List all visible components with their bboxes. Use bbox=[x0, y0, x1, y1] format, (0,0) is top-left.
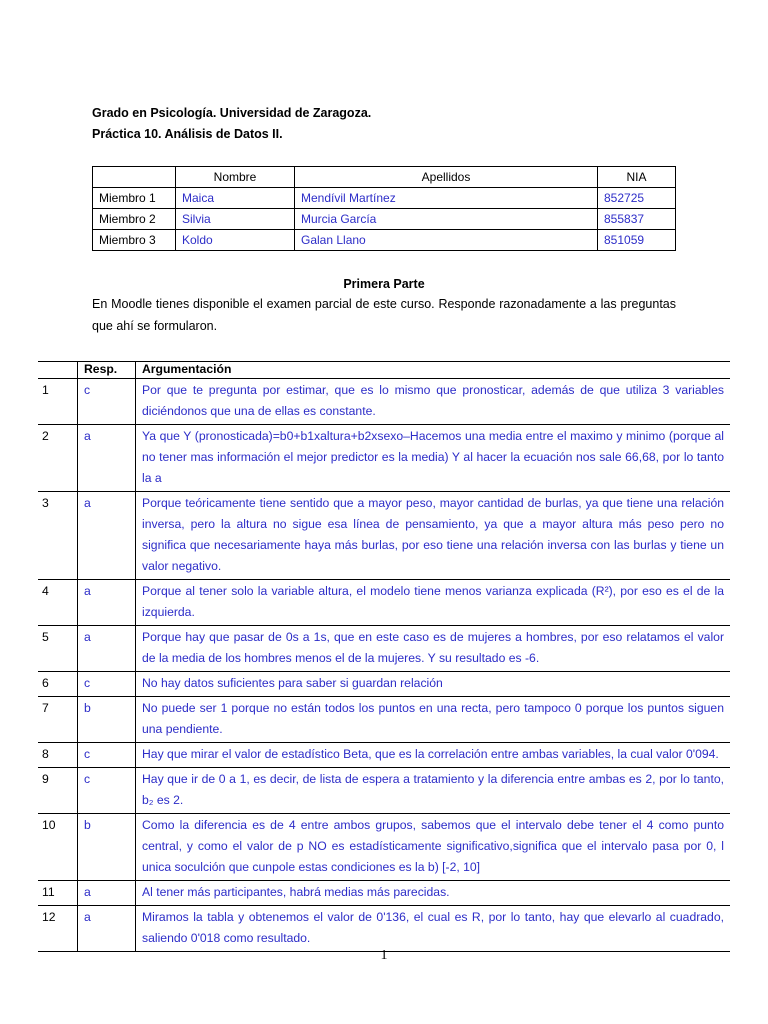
answer-resp: b bbox=[78, 814, 136, 881]
member-apellidos: Murcia García bbox=[295, 209, 598, 230]
member-nombre: Koldo bbox=[176, 230, 295, 251]
answer-resp: c bbox=[78, 743, 136, 768]
answers-header-row bbox=[38, 362, 730, 379]
member-nombre: Silvia bbox=[176, 209, 295, 230]
member-label: Miembro 2 bbox=[93, 209, 176, 230]
answer-resp: a bbox=[78, 906, 136, 952]
answer-number: 2 bbox=[38, 425, 78, 492]
answers-header-argumentacion: Argumentación bbox=[136, 362, 731, 379]
answer-argument: Ya que Y (pronosticada)=b0+b1xaltura+b2xsexo–Hacemos una media entre el maximo y minimo (porque al no tener mas información el mejor predictor es la media) Y al hacer la ecuación nos sale 66,68, por lo tanto la a bbox=[136, 425, 731, 492]
section-title: Primera Parte bbox=[343, 277, 425, 291]
answer-row bbox=[38, 697, 730, 743]
member-row bbox=[93, 188, 676, 209]
answer-argument: Como la diferencia es de 4 entre ambos grupos, sabemos que el intervalo debe tener el 4 como punto central, y como el valor de p NO es estadísticamente significativo,significa que el intervalo pasa por 0, l unica soculción que cunpole estas condiciones es la b) [-2, 10] bbox=[136, 814, 731, 881]
answer-row bbox=[38, 492, 730, 580]
answer-resp: a bbox=[78, 580, 136, 626]
answer-row bbox=[38, 814, 730, 881]
answer-argument: Porque teóricamente tiene sentido que a mayor peso, mayor cantidad de burlas, ya que tiene una relación inversa, pero la altura no sigue esa línea de pensamiento, ya que a mayor altura más peso pero no significa que necesariamente haya más burlas, por eso tiene una relación inversa con las burlas y tiene un valor negativo. bbox=[136, 492, 731, 580]
answer-row bbox=[38, 425, 730, 492]
answer-number: 7 bbox=[38, 697, 78, 743]
answer-argument: Porque al tener solo la variable altura, el modelo tiene menos varianza explicada (R²), por eso es el de la izquierda. bbox=[136, 580, 731, 626]
answer-argument: Porque hay que pasar de 0s a 1s, que en este caso es de mujeres a hombres, por eso relatamos el valor de la media de los hombres menos el de la mujeres. Y su resultado es -6. bbox=[136, 626, 731, 672]
answers-header-number bbox=[38, 362, 78, 379]
members-header-nia: NIA bbox=[598, 167, 676, 188]
answer-row bbox=[38, 743, 730, 768]
page-number: 1 bbox=[380, 948, 388, 963]
answer-row bbox=[38, 906, 730, 952]
member-nia: 851059 bbox=[598, 230, 676, 251]
answer-argument: Miramos la tabla y obtenemos el valor de 0'136, el cual es R, por lo tanto, hay que elevarlo al cuadrado, saliendo 0'018 como resultado. bbox=[136, 906, 731, 952]
answer-resp: a bbox=[78, 626, 136, 672]
answer-number: 3 bbox=[38, 492, 78, 580]
answer-resp: a bbox=[78, 881, 136, 906]
answer-row bbox=[38, 580, 730, 626]
members-header-apellidos: Apellidos bbox=[295, 167, 598, 188]
answer-row bbox=[38, 672, 730, 697]
answer-resp: c bbox=[78, 768, 136, 814]
members-header-row bbox=[93, 167, 676, 188]
answers-header-resp: Resp. bbox=[78, 362, 136, 379]
course-title: Grado en Psicología. Universidad de Zaragoza. bbox=[92, 106, 372, 120]
answer-argument: Hay que ir de 0 a 1, es decir, de lista de espera a tratamiento y la diferencia entre ambas es 2, por lo tanto, b₂ es 2. bbox=[136, 768, 731, 814]
member-label: Miembro 3 bbox=[93, 230, 176, 251]
answer-number: 6 bbox=[38, 672, 78, 697]
member-nia: 852725 bbox=[598, 188, 676, 209]
members-table bbox=[92, 166, 676, 251]
intro-paragraph: En Moodle tienes disponible el examen parcial de este curso. Responde razonadamente a las preguntas que ahí se formularon. bbox=[92, 297, 676, 333]
answer-number: 1 bbox=[38, 379, 78, 425]
members-header-nombre: Nombre bbox=[176, 167, 295, 188]
answer-number: 5 bbox=[38, 626, 78, 672]
answer-number: 12 bbox=[38, 906, 78, 952]
member-apellidos: Mendívil Martínez bbox=[295, 188, 598, 209]
answer-resp: b bbox=[78, 697, 136, 743]
member-apellidos: Galan Llano bbox=[295, 230, 598, 251]
answer-number: 10 bbox=[38, 814, 78, 881]
answer-row bbox=[38, 379, 730, 425]
answer-row bbox=[38, 626, 730, 672]
member-row bbox=[93, 230, 676, 251]
answer-resp: c bbox=[78, 379, 136, 425]
answer-argument: Hay que mirar el valor de estadístico Beta, que es la correlación entre ambas variables, la cual valor 0'094. bbox=[136, 743, 731, 768]
members-header-cell bbox=[93, 167, 176, 188]
answer-resp: c bbox=[78, 672, 136, 697]
answer-argument: Al tener más participantes, habrá medias más parecidas. bbox=[136, 881, 731, 906]
answer-argument: Por que te pregunta por estimar, que es lo mismo que pronosticar, además de que utiliza 3 variables diciéndonos que una de ellas es constante. bbox=[136, 379, 731, 425]
answer-argument: No hay datos suficientes para saber si guardan relación bbox=[136, 672, 731, 697]
answer-row bbox=[38, 881, 730, 906]
answer-row bbox=[38, 768, 730, 814]
member-row bbox=[93, 209, 676, 230]
answer-number: 4 bbox=[38, 580, 78, 626]
member-nia: 855837 bbox=[598, 209, 676, 230]
answers-table bbox=[38, 361, 730, 952]
answer-number: 9 bbox=[38, 768, 78, 814]
answer-argument: No puede ser 1 porque no están todos los puntos en una recta, pero tampoco 0 porque los puntos siguen una pendiente. bbox=[136, 697, 731, 743]
answer-number: 11 bbox=[38, 881, 78, 906]
member-label: Miembro 1 bbox=[93, 188, 176, 209]
answer-resp: a bbox=[78, 492, 136, 580]
member-nombre: Maica bbox=[176, 188, 295, 209]
answer-number: 8 bbox=[38, 743, 78, 768]
practice-title: Práctica 10. Análisis de Datos II. bbox=[92, 127, 283, 141]
answer-resp: a bbox=[78, 425, 136, 492]
